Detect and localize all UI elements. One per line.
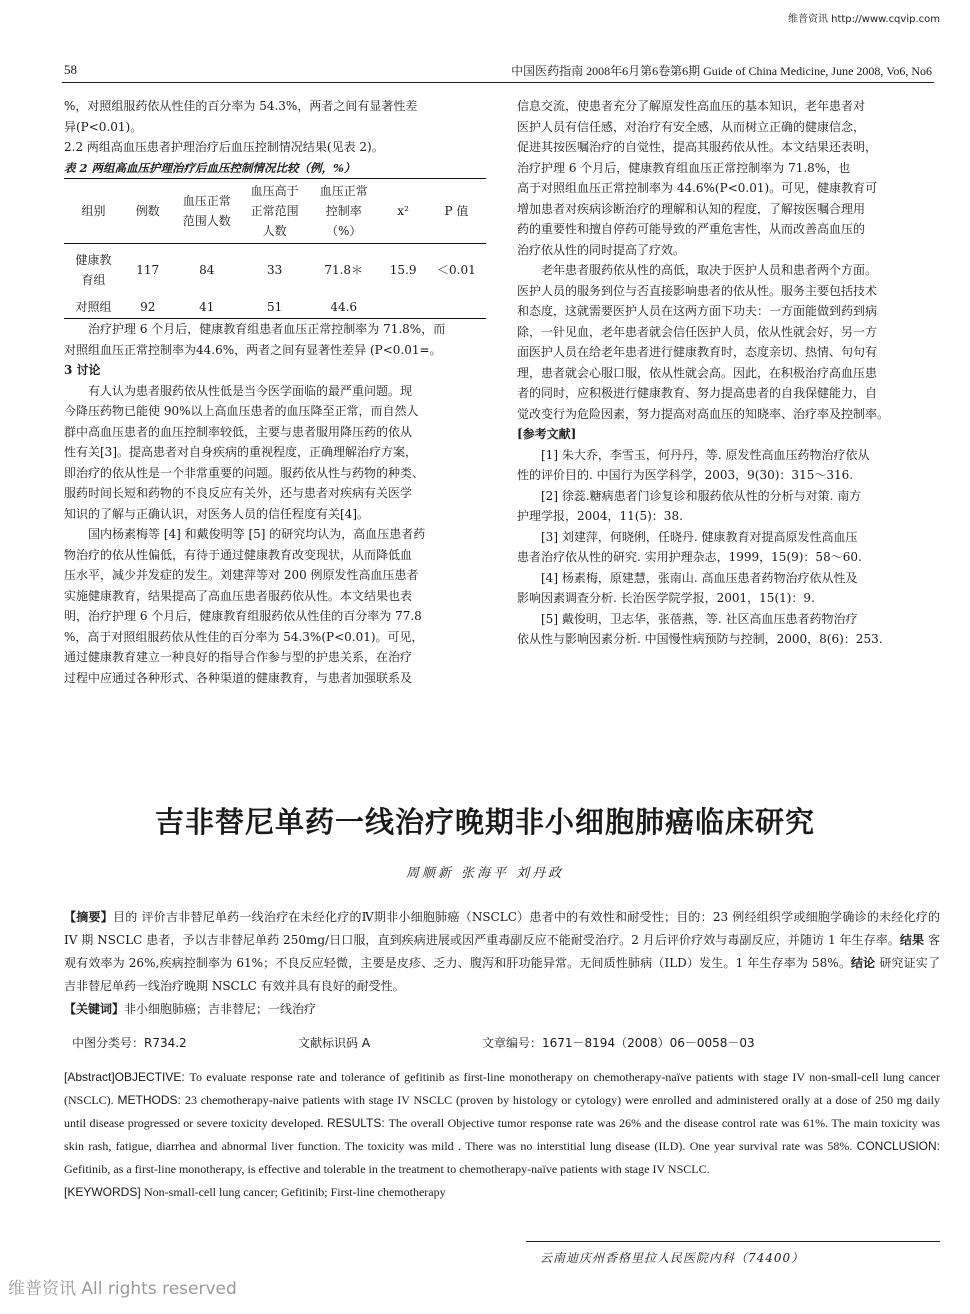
col-p: P 值 — [444, 204, 469, 218]
text-line: 老年患者服药依从性的高低，取决于医护人员和患者两个方面。 — [541, 263, 878, 277]
text-line: 增加患者对疾病诊断治疗的理解和认知的程度，了解按医嘱合理用 — [517, 201, 866, 216]
text-line: 压水平，减少并发症的发生。刘建萍等对 200 例原发性高血压患者 — [64, 568, 419, 582]
reference-item — [517, 486, 938, 527]
text-line: 物治疗的依从性偏低，有待于通过健康教育改变现状，从而降低血 — [64, 547, 413, 562]
text-line: 护理学报，2004，11(5)：38. — [517, 509, 683, 523]
article-authors: 周顺新 张海平 刘丹政 — [405, 866, 565, 881]
table-cell: 71.8＊ — [324, 263, 364, 277]
table-2 — [64, 178, 486, 319]
text-line: [1] 朱大乔，李雪玉，何丹丹，等. 原发性高血压药物治疗依从 — [541, 447, 870, 462]
table-cell: 51 — [266, 300, 283, 314]
reference-item — [517, 609, 938, 650]
clc-number: 中图分类号：R734.2 — [72, 1036, 187, 1050]
en-objective-label: [Abstract]OBJECTIVE: — [64, 1070, 190, 1084]
en-results-label: RESULTS: — [326, 1116, 389, 1130]
author-affiliation: 云南迪庆州香格里拉人民医院内科（74400） — [540, 1251, 805, 1265]
text-line: 性有关[3]。提高患者对自身疾病的重视程度，正确理解治疗方案， — [64, 445, 418, 459]
table-cell: 对照组 — [75, 300, 112, 314]
text-line: 医护人员的服务到位与否直接影响患者的依从性。服务主要包括技术 — [517, 283, 878, 298]
watermark: 维普资讯 All rights reserved — [8, 1279, 237, 1299]
col-rate: 血压正常控制率（%） — [319, 184, 368, 238]
page-number: 58 — [64, 62, 77, 77]
text-line: 促进其按医嘱治疗的自觉性，提高其服药依从性。本文结果还表明， — [517, 140, 878, 154]
en-abstract-text: To evaluate response rate and tolerance of gefitinib as first-line monotherapy on chemotherapy-naïve patients with stage IV non-small-cell lung cancer (NSCLC). — [64, 1070, 940, 1107]
text-line: 群中高血压患者的血压控制率较低，主要与患者服用降压药的依从 — [64, 424, 413, 439]
en-abstract-text: Gefitinib, as a first-line monotherapy, is effective and tolerable in the treatment to chemotherapy-naïve patients with stage IV NSCLC. — [64, 1162, 710, 1176]
text-line: [3] 刘建萍，何晓俐，任晓丹. 健康教育对提高原发性高血压 — [541, 529, 858, 544]
text-line: 治疗护理 6 个月后，健康教育组血压正常控制率为 71.8%，也 — [517, 160, 851, 175]
table-cell: 41 — [199, 300, 215, 314]
text-line: 服药时间长短和药物的不良反应有关外，还与患者对疾病有关医学 — [64, 486, 413, 500]
abstract-en — [64, 1066, 940, 1204]
abstract-text: 研究证实了吉非替尼单药一线治疗晚期 NSCLC 有效并具有良好的耐受性。 — [64, 956, 940, 993]
footnote-rule — [526, 1241, 940, 1242]
article-title: 吉非替尼单药一线治疗晚期非小细胞肺癌临床研究 — [154, 805, 815, 839]
text-line: 对照组血压正常控制率为44.6%，两者之间有显著性差异 (P<0.01=。 — [64, 342, 442, 357]
table-cell: ＜0.01 — [437, 263, 476, 277]
en-conclusion-label: CONCLUSION: — [856, 1139, 940, 1153]
table-cell: 15.9 — [389, 263, 417, 277]
text-line: %，高于对照组服药依从性佳的百分率为 54.3%(P<0.01)。可见， — [64, 629, 424, 644]
en-keywords-text: Non-small-cell lung cancer; Gefitinib; First-line chemotherapy — [144, 1185, 446, 1199]
site-url[interactable]: 维普资讯 http://www.cqvip.com — [787, 14, 940, 25]
table-cell: 84 — [199, 263, 215, 277]
text-line: [4] 杨素梅，原建慧，张南山. 高血压患者药物治疗依从性及 — [541, 570, 858, 585]
abstract-text: 目的 评价吉非替尼单药一线治疗在未经化疗的Ⅳ期非小细胞肺癌（NSCLC）患者中的有效性和耐受性； — [112, 910, 676, 924]
table-cell — [427, 296, 486, 319]
table-cell: 44.6 — [330, 300, 358, 314]
col-count: 例数 — [135, 204, 160, 218]
text-line: 明，治疗护理 6 个月后，健康教育组服药依从性佳的百分率为 77.8 — [64, 609, 422, 623]
text-line: 除，一针见血，老年患者就会信任医护人员，依从性就会好，另一方 — [517, 324, 878, 339]
text-line: 患者治疗依从性的研究. 实用护理杂志，1999，15(9)：58～60. — [517, 550, 862, 564]
conclusion-label: 结论 — [851, 956, 876, 970]
table-cell: 117 — [136, 263, 160, 277]
text-line: [5] 戴俊明，卫志华，张蓓燕，等. 社区高血压患者药物治疗 — [541, 611, 858, 626]
table-row — [64, 296, 486, 319]
header-rule — [62, 82, 934, 83]
text-line: 异(P<0.01)。 — [64, 119, 143, 134]
left-column — [64, 96, 486, 688]
text-line: 药的重要性和擅自停药可能导致的严重危害性，从而改善高血压的 — [517, 222, 866, 236]
text-line: 有人认为患者服药依从性低是当今医学面临的最严重问题。现 — [88, 383, 413, 398]
text-line: 过程中应通过各种形式、各种渠道的健康教育，与患者加强联系及 — [64, 670, 413, 685]
text-line: [2] 徐蕊.糖病患者门诊复诊和服药依从性的分析与对策. 南方 — [541, 488, 862, 503]
abstract-cn — [64, 906, 940, 1021]
table-cell: 33 — [266, 263, 283, 277]
text-line: 和态度，这就需要医护人员在这两方面下功夫：一方面能做到药到病 — [517, 304, 878, 318]
text-line: 信息交流，使患者充分了解原发性高血压的基本知识，老年患者对 — [517, 99, 866, 113]
text-line: 治疗护理 6 个月后，健康教育组患者血压正常控制率为 71.8%，而 — [88, 322, 446, 336]
en-methods-label: METHODS: — [117, 1093, 185, 1107]
methods-label: 目的： — [675, 910, 713, 924]
table-cell: 健康教育组 — [75, 253, 112, 287]
abstract-text: 客观有效率为 26%,疾病控制率为 61%；不良反应轻微，主要是皮疹、乏力、腹泻和肝功能异常。无间质性肺病（ILD）发生。1 年生存率为 58%。 — [64, 933, 940, 970]
text-line: 医护人员有信任感，对治疗有安全感，从而树立正确的健康信念， — [517, 119, 866, 134]
text-line: 今降压药物已能使 90%以上高血压患者的血压降至正常，而自然人 — [64, 404, 419, 418]
table-cell: 92 — [140, 300, 156, 314]
text-line: 依从性与影响因素分析. 中国慢性病预防与控制，2000，8(6)：253. — [517, 632, 883, 646]
en-abstract-text: 23 chemotherapy-naive patients with stage IV NSCLC (proven by histology or cytology) were enrolled and administered orally at a dose of 250 mg daily until disease progressed or severe toxicity developed. — [64, 1093, 941, 1130]
references-heading: [参考文献] — [517, 427, 577, 441]
table-cell — [379, 296, 426, 319]
text-line: 影响因素调查分析. 长治医学院学报，2001，15(1)：9. — [517, 591, 815, 605]
running-head: 中国医药指南 2008年6月第6卷第6期 Guide of China Medicine, June 2008, Vo6, No6 — [511, 64, 932, 78]
text-line: 实施健康教育，结果提高了高血压患者服药依从性。本文结果也表 — [64, 588, 413, 603]
article-number: 文章编号：1671－8194（2008）06－0058－03 — [482, 1036, 755, 1050]
text-line: 理，患者就会心服口服，依从性就会高。因此，在积极治疗高血压患 — [517, 365, 878, 380]
table-row — [64, 244, 486, 297]
en-keywords-label: [KEYWORDS] — [64, 1185, 145, 1199]
text-line: 觉改变行为危险因素，努力提高对高血压的知晓率、治疗率及控制率。 — [517, 406, 890, 421]
col-chi2: x² — [397, 204, 409, 218]
section-2-2: 2.2 两组高血压患者护理治疗后血压控制情况结果(见表 2)。 — [64, 140, 384, 154]
text-line: 国内杨素梅等 [4] 和戴俊明等 [5] 的研究均认为，高血压患者药 — [88, 527, 426, 541]
text-line: 通过健康教育建立一种良好的指导合作参与型的护患关系，在治疗 — [64, 650, 413, 664]
en-abstract-text: The overall Objective tumor response rate was 26% and the disease control rate was 61%. The main toxicity was skin rash, fatigue, diarrhea and abnormal liver function. The toxicity was mild . There was no interstitial lung disease (ILD). One year survival rate was 58%. — [64, 1116, 940, 1153]
doc-code: 文献标识码 A — [298, 1036, 371, 1050]
text-line: 者的同时，应积极进行健康教育、努力提高患者的自我保健能力，自 — [517, 386, 878, 400]
results-label: 结果 — [899, 933, 925, 947]
table-header-row — [64, 179, 486, 244]
text-line: 面医护人员在给老年患者进行健康教育时，态度亲切、热情、句句有 — [517, 345, 878, 359]
reference-item — [517, 445, 938, 486]
keywords-text: 非小细胞肺癌；吉非替尼；一线治疗 — [124, 1002, 317, 1016]
col-high: 血压高于正常范围人数 — [250, 184, 299, 238]
text-line: 性的评价目的. 中国行为医学科学，2003，9(30)：315～316. — [517, 468, 854, 482]
text-line: 即治疗的依从性是一个非常重要的问题。服药依从性与药物的种类、 — [64, 465, 425, 480]
reference-item — [517, 527, 938, 568]
text-line: 治疗依从性的同时提高了疗效。 — [517, 242, 686, 257]
right-column — [517, 96, 938, 650]
section-3-heading: 3 讨论 — [64, 363, 101, 377]
table-caption: 表 2 两组高血压护理治疗后血压控制情况比较（例，%） — [64, 160, 356, 175]
col-normal: 血压正常范围人数 — [182, 194, 231, 228]
abstract-label: 【摘要】 — [64, 910, 113, 924]
abstract-text: 23 例经组织学或细胞学确诊的未经化疗的 IV 期 NSCLC 患者，予以吉非替尼单药 250mg/日口服，直到疾病进展或因严重毒副反应不能耐受治疗。2 月后评价疗效与毒副反应，并随访 1 年生存率。 — [64, 910, 940, 947]
text-line: 知识的了解与正确认识，对医务人员的信任程度有关[4]。 — [64, 506, 370, 521]
text-line: %，对照组服药依从性佳的百分率为 54.3%，两者之间有显著性差 — [64, 99, 418, 113]
reference-item — [517, 568, 938, 609]
keywords-label: 【关键词】 — [64, 1002, 125, 1016]
text-line: 高于对照组血压正常控制率为 44.6%(P<0.01)。可见，健康教育可 — [517, 181, 878, 195]
col-group: 组别 — [81, 204, 106, 218]
